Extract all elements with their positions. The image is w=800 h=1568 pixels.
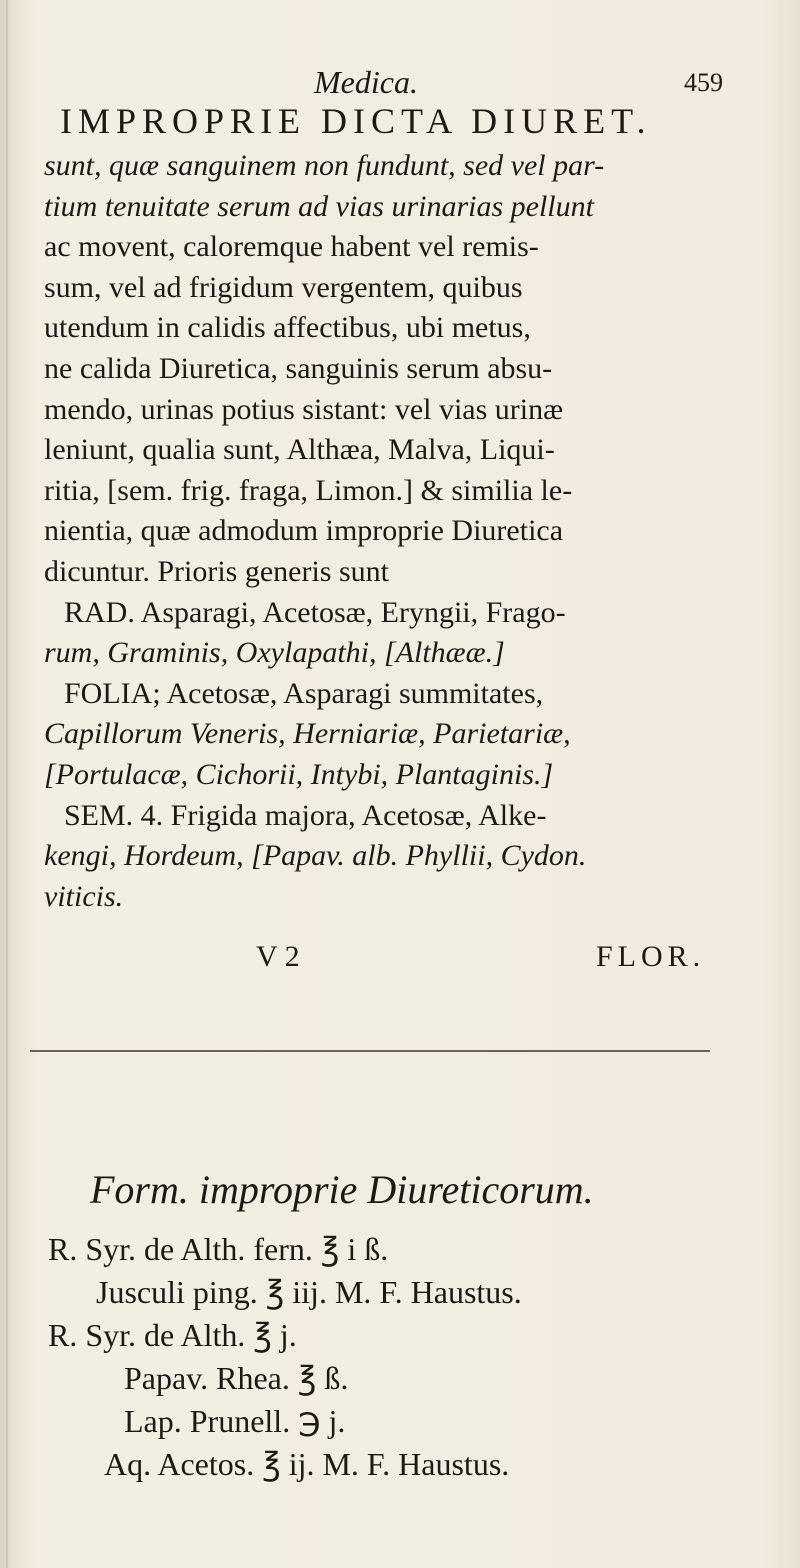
gutter-shadow: [6, 0, 8, 1568]
text-line: sunt, quæ sanguinem non fundunt, sed vel par-: [44, 149, 605, 182]
text-line-radices: RAD. Asparagi, Acetosæ, Eryngii, Frago-: [64, 595, 566, 629]
signature-mark: V 2: [256, 940, 300, 973]
text-line: ac movent, caloremque habent vel remis-: [44, 230, 539, 264]
text-line: utendum in calidis affectibus, ubi metus,: [44, 311, 531, 345]
page-header: [0, 64, 800, 104]
text-line: nientia, quæ admodum improprie Diuretica: [44, 514, 564, 548]
text-line-semina: SEM. 4. Frigida majora, Acetosæ, Alke-: [64, 798, 547, 832]
recipe-line: Papav. Rhea. ℥ ß.: [124, 1360, 349, 1396]
text-line: tium tenuitate serum ad vias urinarias pellunt: [44, 189, 594, 223]
text-line: ne calida Diuretica, sanguinis serum absu-: [44, 351, 553, 385]
recipe-line: Lap. Prunell. ℈ j.: [124, 1403, 346, 1439]
recipe-line: R. Syr. de Alth. ℥ j.: [48, 1317, 297, 1353]
page-number: 459: [684, 68, 723, 97]
text-line: [Portulacæ, Cichorii, Intybi, Plantaginis.]: [44, 757, 554, 791]
text-line: sum, vel ad frigidum vergentem, quibus: [44, 270, 523, 304]
recipe-line: R. Syr. de Alth. fern. ℥ i ß.: [48, 1231, 389, 1267]
text-line: Capillorum Veneris, Herniariæ, Parietariæ,: [44, 717, 571, 751]
text-line: mendo, urinas potius sistant: vel vias urinæ: [44, 392, 564, 426]
section-title: IMPROPRIE DICTA DIURET.: [60, 101, 652, 141]
recipe-line: Aq. Acetos. ℥ ij. M. F. Haustus.: [104, 1446, 510, 1482]
text-line-folia: FOLIA; Acetosæ, Asparagi summitates,: [64, 676, 544, 710]
text-line: leniunt, qualia sunt, Althæa, Malva, Liqui-: [44, 433, 555, 467]
text-line: kengi, Hordeum, [Papav. alb. Phyllii, Cydon.: [44, 839, 587, 873]
text-line: dicuntur. Prioris generis sunt: [44, 554, 389, 588]
recipe-line: Jusculi ping. ℥ iij. M. F. Haustus.: [96, 1274, 522, 1310]
page-divider: [30, 1050, 710, 1052]
recipe-list: [48, 1228, 522, 1486]
catchword: FLOR.: [596, 940, 706, 973]
formulae-title: Form. improprie Diureticorum.: [90, 1167, 594, 1212]
running-head: Medica.: [314, 64, 418, 100]
body-text: [44, 146, 764, 917]
text-line: ritia, [sem. frig. fraga, Limon.] & similia le-: [44, 473, 573, 507]
text-line: viticis.: [44, 879, 124, 913]
text-line: rum, Graminis, Oxylapathi, [Althææ.]: [44, 636, 505, 670]
